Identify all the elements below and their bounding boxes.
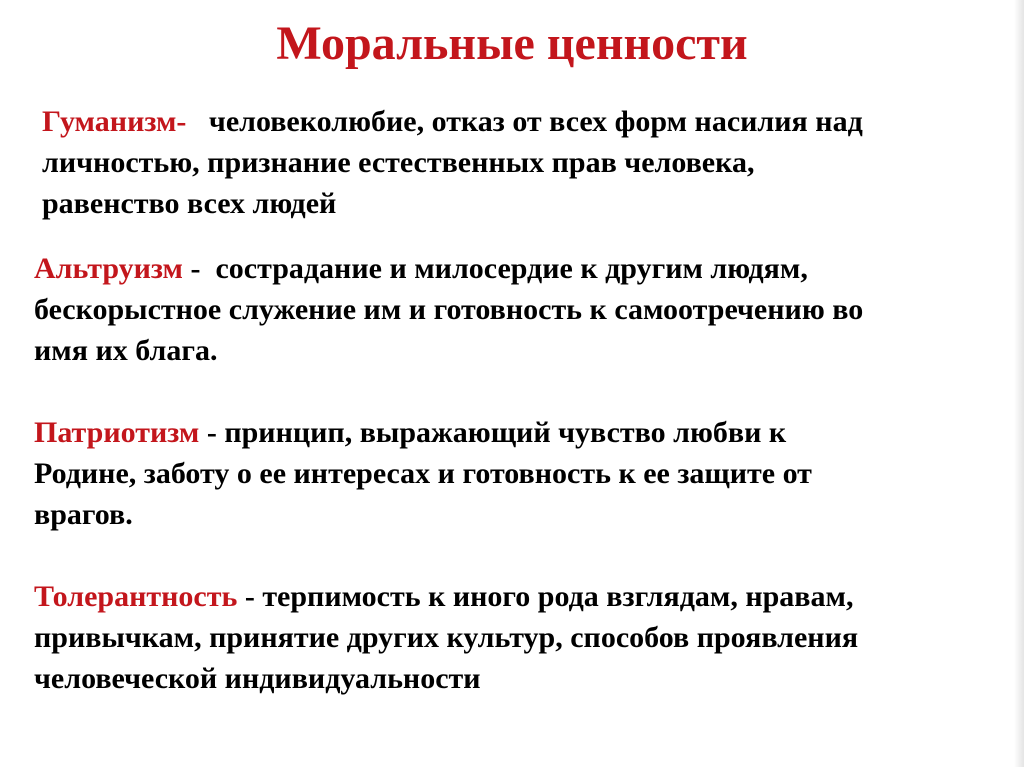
definition-line: равенство всех людей [42,187,337,220]
definition-line: личностью, признание естественных прав человека, [42,146,755,179]
definition-tolerance [34,576,858,699]
definition-line: бескорыстное служение им и готовность к самоотречению во [34,293,864,326]
definition-text: человеколюбие, отказ от всех форм насилия над [186,105,863,138]
definition-line [34,412,812,453]
term-altruism: Альтруизм [34,252,183,285]
term-tolerance: Толерантность [34,580,238,613]
slide-title: Моральные ценности [276,17,748,70]
definition-line: имя их блага. [34,334,218,367]
definition-line [34,576,858,617]
definition-line: Родине, заботу о ее интересах и готовность к ее защите от [34,457,812,490]
definition-text: - сострадание и милосердие к другим людям, [182,252,808,285]
definition-line [34,248,863,289]
definition-patriotism [34,412,812,535]
definition-line [42,101,863,142]
term-humanism: Гуманизм- [42,105,187,138]
definition-line: человеческой индивидуальности [34,662,481,695]
definition-altruism [34,248,863,371]
definition-line: врагов. [34,498,133,531]
definition-text: - терпимость к иного рода взглядам, нравам, [237,580,854,613]
definition-humanism [42,101,863,224]
definition-text: - принцип, выражающий чувство любви к [199,416,787,449]
term-patriotism: Патриотизм [34,416,200,449]
definition-line: привычкам, принятие других культур, способов проявления [34,621,859,654]
slide-edge-shadow [1014,0,1024,767]
